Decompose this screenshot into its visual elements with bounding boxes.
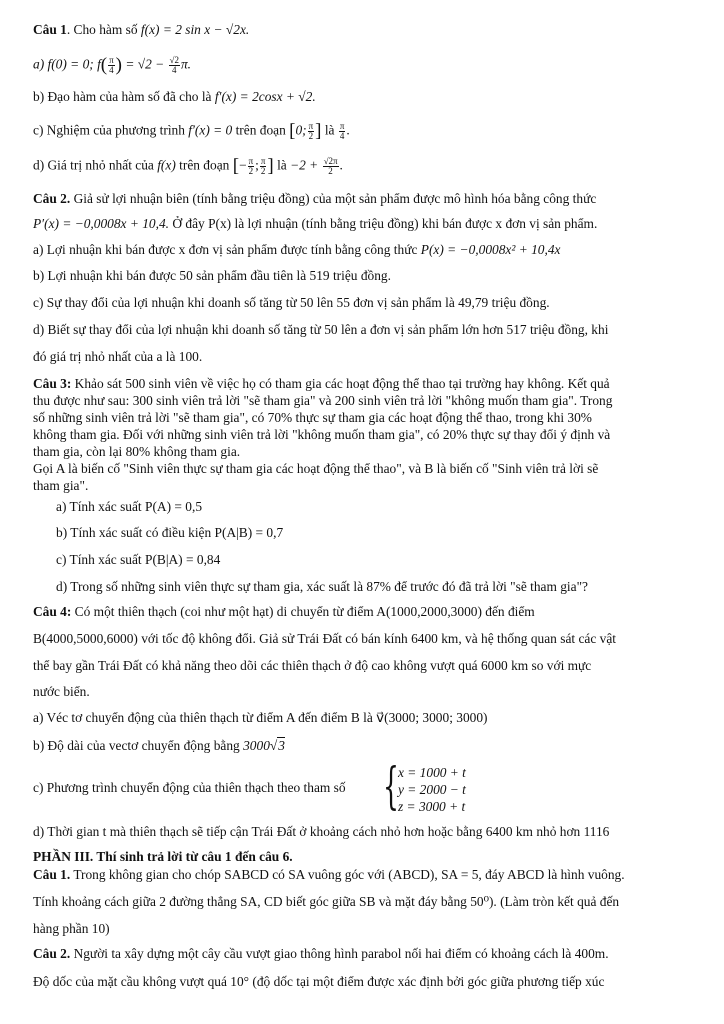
frac-den: 4 bbox=[171, 65, 177, 75]
q3-line1-text: Khảo sát 500 sinh viên về việc họ có tham gia các hoạt động thể thao tại trường hay không. Kết quả bbox=[71, 376, 610, 391]
q3-line6: Gọi A là biến cố "Sinh viên thực sự tham gia các hoạt động thể thao", và B là biến cố "Sinh viên trả lời sẽ bbox=[33, 461, 599, 476]
q1-d-text: d) Giá trị nhỏ nhất của bbox=[33, 157, 158, 173]
q1-d-fx: f(x) bbox=[157, 157, 176, 173]
q3-line2: thu được như sau: 300 sinh viên trả lời "sẽ tham gia" và 200 sinh viên trả lời "không muốn tham gia". Trong bbox=[33, 393, 613, 408]
p3-q2-line2: Độ dốc của mặt cầu không vượt quá 10° (độ dốc tại một điểm được xác định bởi góc giữa phương tiếp xúc bbox=[33, 974, 605, 989]
q4-option-b bbox=[33, 738, 700, 754]
sys-y bbox=[398, 781, 466, 798]
q3-option-d: d) Trong số những sinh viên thực sự tham gia, xác suất là 87% để trước đó đã trả lời "sẽ tham gia"? bbox=[56, 579, 589, 594]
q1-c-text: c) Nghiệm của phương trình bbox=[33, 122, 189, 138]
q1-option-a bbox=[33, 56, 700, 75]
frac-num: π bbox=[248, 156, 254, 166]
q1-option-c: c) Nghiệm của phương trình f′(x) = 0 trên đoạn [0; $\frac{\pi}{2}$ ] là $\frac{\pi}{4}$ . bbox=[33, 120, 350, 142]
q2-option-b: b) Lợi nhuận khi bán được 50 sản phẩm đầu tiên là 519 triệu đồng. bbox=[33, 268, 391, 283]
q2-line1 bbox=[33, 191, 700, 207]
q2-option-a bbox=[33, 242, 700, 258]
q1-a-mid: = √2 − bbox=[122, 56, 168, 72]
q1-option-b bbox=[33, 89, 700, 105]
part3-heading-text: PHẦN III. Thí sinh trả lời từ câu 1 đến câu 6. bbox=[33, 849, 293, 864]
minus-sign: − bbox=[239, 157, 247, 173]
frac-den: 2 bbox=[308, 131, 314, 141]
q2-a-formula: P(x) = −0,0008x² + 10,4x bbox=[420, 242, 561, 257]
q1-d-is: là bbox=[273, 157, 291, 173]
bracket-close: ] bbox=[315, 120, 322, 142]
q4-b-radicand: 3 bbox=[278, 738, 285, 753]
q1-c-mid: trên đoạn bbox=[232, 122, 290, 138]
q4-option-d: d) Thời gian t mà thiên thạch sẽ tiếp cận Trái Đất ở khoảng cách nhỏ hơn hoặc bằng 6400 km nhỏ hơn 1116 bbox=[33, 824, 610, 839]
q4-option-a: a) Véc tơ chuyển động của thiên thạch từ điểm A đến điểm B là v⃗(3000; 3000; 3000) bbox=[33, 710, 488, 725]
p3-q1-line1 bbox=[33, 867, 700, 883]
q3-line3: số những sinh viên trả lời "sẽ tham gia", có 70% thực sự tham gia các hoạt động thể thao, trong khi 30% bbox=[33, 410, 592, 425]
q4-option-c: c) Phương trình chuyển động của thiên thạch theo tham số bbox=[33, 780, 346, 795]
frac-den: 4 bbox=[339, 131, 345, 141]
q1-label: Câu 1 bbox=[33, 22, 67, 37]
frac-num: π bbox=[339, 121, 345, 131]
sys-x bbox=[398, 764, 466, 781]
p3-q1-label: Câu 1. bbox=[33, 867, 71, 882]
q3-label: Câu 3: bbox=[33, 376, 72, 391]
frac-pi-2 bbox=[308, 122, 315, 141]
q1-c-formula: f′(x) = 0 bbox=[188, 122, 233, 138]
p3-q1-line1-text: Trong không gian cho chóp SABCD có SA vuông góc với (ABCD), SA = 5, đáy ABCD là hình vuông. bbox=[70, 867, 625, 882]
q4-line2: B(4000,5000,6000) với tốc độ không đổi. Giả sử Trái Đất có bán kính 6400 km, và hệ thống quan sát các vật bbox=[33, 631, 616, 646]
frac-num: √2π bbox=[323, 156, 338, 166]
q1-function: f(x) = 2 sin x − √2x. bbox=[140, 22, 250, 37]
q2-line1-text: Giả sử lợi nhuận biên (tính bằng triệu đồng) của một sản phẩm được mô hình hóa bằng công thức bbox=[70, 191, 597, 206]
frac-num: π bbox=[109, 55, 114, 65]
q1-a-end: π. bbox=[180, 56, 192, 72]
q1-a-prefix: a) f(0) = 0; f bbox=[33, 56, 101, 72]
sys-z-text: z = 3000 + t bbox=[398, 799, 466, 814]
frac-pi-4-answer bbox=[339, 122, 346, 141]
q1-d-mid: trên đoạn bbox=[175, 157, 233, 173]
frac-num: π bbox=[308, 121, 314, 131]
bracket-open: [ bbox=[232, 155, 240, 177]
q1-b-formula: f′(x) = 2cosx + √2. bbox=[214, 89, 316, 104]
q1-d-val: −2 + bbox=[290, 157, 322, 173]
bracket-open: [ bbox=[289, 120, 296, 142]
p3-q2-label: Câu 2. bbox=[33, 946, 71, 961]
q4-line1 bbox=[33, 604, 700, 620]
frac-sqrt2pi-2 bbox=[323, 157, 339, 176]
q3-line5: tham gia, còn lại 80% không tham gia. bbox=[33, 444, 241, 459]
frac-pi-4 bbox=[108, 56, 115, 75]
bracket-close: ] bbox=[267, 155, 274, 177]
q4-b-text: b) Độ dài của vectơ chuyển động bằng bbox=[33, 738, 244, 753]
sys-y-text: y = 2000 − t bbox=[398, 782, 466, 797]
part3-heading bbox=[33, 849, 700, 865]
left-brace: { bbox=[383, 757, 399, 815]
q2-a-text: a) Lợi nhuận khi bán được x đơn vị sản phẩm được tính bằng công thức bbox=[33, 242, 421, 257]
paren-open: ( bbox=[100, 54, 108, 76]
q1-c-interval-start: 0; bbox=[295, 122, 307, 138]
q4-line3: thể bay gần Trái Đất có khả năng theo dõi các thiên thạch ở độ cao không vượt quá 6000 km so với mực bbox=[33, 658, 592, 673]
q1-b-text: b) Đạo hàm của hàm số đã cho là bbox=[33, 89, 215, 104]
q3-option-a: a) Tính xác suất P(A) = 0,5 bbox=[56, 499, 203, 514]
q1-option-d: d) Giá trị nhỏ nhất của f(x) trên đoạn [− $\frac{\pi}{2}$ ; $\frac{\pi}{2}$ ] là −2 + $\frac{√2\pi}{2}$ . bbox=[33, 155, 343, 177]
frac-den: 2 bbox=[328, 166, 333, 176]
q4-label: Câu 4: bbox=[33, 604, 72, 619]
p3-q1-line3: hàng phần 10) bbox=[33, 921, 110, 936]
q3-line1 bbox=[33, 376, 700, 391]
frac-den: 4 bbox=[109, 65, 114, 75]
q3-line4: không tham gia. Đối với những sinh viên trả lời "không muốn tham gia", có 20% thực sự thay đổi ý định và bbox=[33, 427, 611, 442]
q2-label: Câu 2. bbox=[33, 191, 71, 206]
q1-intro: . Cho hàm số bbox=[66, 22, 141, 37]
p3-q2-line1-text: Người ta xây dựng một cây cầu vượt giao thông hình parabol nối hai điểm có khoảng cách là 400m. bbox=[70, 946, 609, 961]
q2-option-d-line2: đó giá trị nhỏ nhất của a là 100. bbox=[33, 349, 203, 364]
frac-pi-2 bbox=[248, 157, 255, 176]
frac-sqrt2-4 bbox=[169, 56, 180, 75]
frac-num: √2 bbox=[169, 55, 179, 65]
sys-z bbox=[398, 798, 465, 815]
q2-formula: P′(x) = −0,0008x + 10,4. bbox=[33, 216, 170, 231]
q2-line2-text: Ở đây P(x) là lợi nhuận (tính bằng triệu đồng) khi bán được x đơn vị sản phẩm. bbox=[169, 216, 598, 231]
q4-equation-system bbox=[383, 757, 513, 816]
sqrt-sign: √ bbox=[269, 738, 278, 753]
sys-x-text: x = 1000 + t bbox=[398, 765, 466, 780]
q2-line2 bbox=[33, 216, 700, 232]
p3-q2-line1 bbox=[33, 946, 700, 962]
frac-num: π bbox=[260, 156, 266, 166]
q1-header bbox=[33, 22, 700, 38]
q4-b-value: 3000 bbox=[243, 738, 270, 753]
frac-den: 2 bbox=[248, 166, 254, 176]
frac-pi-2 bbox=[260, 157, 267, 176]
paren-close: ) bbox=[115, 54, 122, 76]
q2-option-c: c) Sự thay đổi của lợi nhuận khi doanh số tăng từ 50 lên 55 đơn vị sản phẩm là 49,79 triệu đồng. bbox=[33, 295, 550, 310]
q4-line1-text: Có một thiên thạch (coi như một hạt) di chuyển từ điểm A(1000,2000,3000) đến điểm bbox=[71, 604, 535, 619]
q1-c-is: là bbox=[321, 122, 338, 138]
q3-option-b: b) Tính xác suất có điều kiện P(A|B) = 0,7 bbox=[56, 525, 284, 540]
q4-line4: nước biển. bbox=[33, 684, 90, 699]
q3-line7: tham gia". bbox=[33, 478, 89, 493]
frac-den: 2 bbox=[260, 166, 266, 176]
p3-q1-line2: Tính khoảng cách giữa 2 đường thẳng SA, CD biết góc giữa SB và mặt đáy bằng 50⁰). (Làm tròn kết quả đến bbox=[33, 894, 620, 909]
q2-option-d-line1: d) Biết sự thay đổi của lợi nhuận khi doanh số tăng từ 50 lên a đơn vị sản phẩm lớn hơn 517 triệu đồng, khi bbox=[33, 322, 609, 337]
q3-option-c: c) Tính xác suất P(B|A) = 0,84 bbox=[56, 552, 221, 567]
